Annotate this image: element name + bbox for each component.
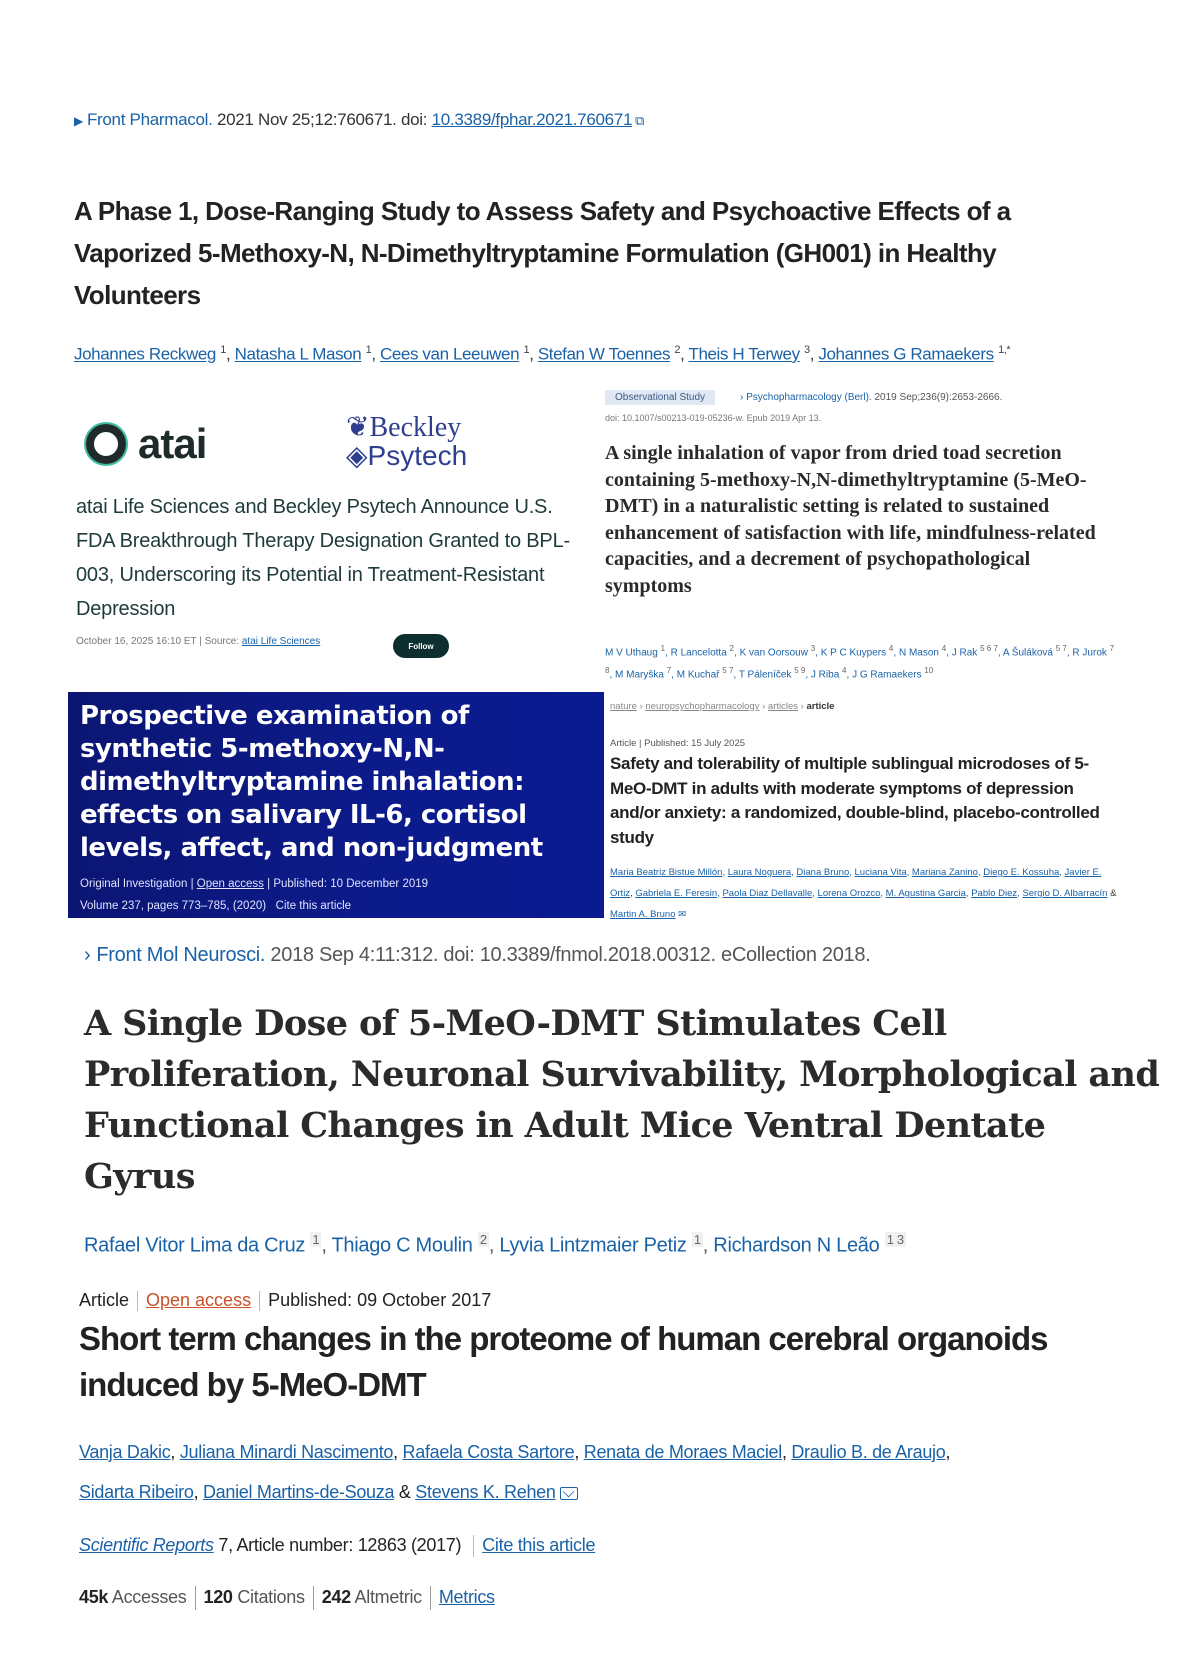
- chevron-right-icon[interactable]: ›: [84, 944, 91, 966]
- author-link[interactable]: Johannes G Ramaekers: [818, 344, 994, 364]
- affiliation-marker[interactable]: 1: [220, 344, 227, 356]
- article5-authors: Rafael Vitor Lima da Cruz $^1$ , Thiago C Moulin $^2$ , Lyvia Lintzmaier Petiz $^1$ , Richardson N Leão $^{1 3}$: [84, 1232, 904, 1257]
- author-link[interactable]: Theis H Terwey: [688, 344, 800, 364]
- breadcrumb-nature[interactable]: nature: [610, 701, 637, 712]
- volume-info: Volume 237, pages 773–785, (2020): [80, 900, 267, 912]
- altmetric-label: Altmetric: [354, 1586, 422, 1607]
- journal-link[interactable]: Scientific Reports: [79, 1535, 214, 1555]
- beckley-crest-icon: ❦: [346, 412, 370, 443]
- press-release-date: October 16, 2025 16:10 ET | Source:: [76, 636, 242, 647]
- affiliation-marker[interactable]: 1: [312, 1232, 320, 1247]
- article4-meta: Article | Published: 15 July 2025: [610, 738, 746, 749]
- affiliation-marker[interactable]: 1: [365, 344, 372, 356]
- published-date: Published: 10 December 2019: [273, 878, 429, 890]
- press-release-source-link[interactable]: atai Life Sciences: [241, 636, 321, 647]
- affiliation-marker[interactable]: 5 9: [794, 666, 806, 676]
- author-link[interactable]: Daniel Martins-de-Souza: [202, 1482, 395, 1502]
- mail-icon[interactable]: ✉: [678, 909, 687, 920]
- breadcrumb: nature › neuropsychopharmacology › articles › article: [610, 701, 835, 712]
- author-link[interactable]: M V Uthaug: [605, 647, 658, 659]
- altmetric-count: 242: [321, 1586, 351, 1607]
- affiliation-marker[interactable]: 5 7: [722, 666, 734, 676]
- breadcrumb-current: article: [806, 701, 835, 712]
- author-link[interactable]: T Páleníček: [738, 669, 792, 681]
- author-link[interactable]: Draulio B. de Araujo: [791, 1442, 946, 1462]
- article4-title: Safety and tolerability of multiple sublingual microdoses of 5-MeO-DMT in adults with moderate symptoms of depression and/or anxiety: a randomized, double-blind, placebo-controlled study: [610, 754, 1100, 847]
- article4-authors: Maria Beatriz Bistue Millón, Laura Noguera, Diana Bruno, Luciana Vita, Mariana Zanino, Diego E. Kossuha, Javier E. Ortiz, Gabriela E. Feresin, Paola Diaz Dellavalle, Lorena Orozco, M. Agustina Garcia, Pablo Diez, Sergio D. Albarracín & Martin A. Bruno ✉: [610, 867, 1117, 920]
- author-link[interactable]: Luciana Vita: [854, 867, 907, 878]
- author-link[interactable]: Javier E. Ortiz: [610, 867, 1102, 899]
- author-link[interactable]: Martin A. Bruno: [610, 909, 676, 920]
- author-link[interactable]: M Maryška: [615, 669, 664, 681]
- author-link[interactable]: Thiago C Moulin: [331, 1234, 473, 1257]
- affiliation-marker[interactable]: 1,*: [998, 344, 1011, 356]
- author-link[interactable]: Lorena Orozco: [817, 888, 881, 899]
- atai-wordmark: atai: [138, 420, 207, 467]
- article3-volume: [80, 900, 351, 912]
- article-metrics: [79, 1586, 495, 1610]
- atai-logo: [86, 420, 206, 468]
- article-type: Article: [610, 738, 637, 749]
- affiliation-marker[interactable]: 7: [666, 666, 672, 676]
- open-access-link[interactable]: Open access: [146, 1290, 252, 1310]
- cite-this-article-link[interactable]: Cite this article: [275, 900, 352, 912]
- cite-this-article-link[interactable]: Cite this article: [482, 1535, 596, 1555]
- article1-journal-link[interactable]: Front Pharmacol.: [86, 110, 213, 129]
- article2-citation-text: 2019 Sep;236(9):2653-2666.: [871, 392, 1003, 403]
- author-link[interactable]: R Jurok: [1072, 647, 1107, 659]
- affiliation-marker[interactable]: 10: [924, 666, 934, 676]
- author-link[interactable]: Renata de Moraes Maciel: [583, 1442, 782, 1462]
- article6-authors: Vanja Dakic, Juliana Minardi Nascimento, Rafaela Costa Sartore, Renata de Moraes Maciel, Draulio B. de Araujo, Sidarta Ribeiro, Daniel Martins-de-Souza & Stevens K. Rehen: [79, 1442, 951, 1502]
- article2-journal-link[interactable]: › Psychopharmacology (Berl).: [740, 392, 872, 403]
- author-link[interactable]: Vanja Dakic: [79, 1442, 171, 1462]
- author-link[interactable]: M Kuchař: [676, 669, 720, 681]
- article2-citation: [740, 392, 1002, 403]
- author-link[interactable]: Diana Bruno: [796, 867, 850, 878]
- atai-ring-icon: [86, 424, 126, 464]
- author-link[interactable]: Stefan W Toennes: [537, 344, 671, 364]
- author-link[interactable]: Stevens K. Rehen: [415, 1482, 556, 1502]
- author-link[interactable]: Maria Beatriz Bistue Millón: [610, 867, 723, 878]
- beckley-wordmark: Beckley: [369, 412, 462, 443]
- article5-journal-link[interactable]: Front Mol Neurosci.: [96, 944, 266, 966]
- accesses-label: Accesses: [111, 1586, 187, 1607]
- author-link[interactable]: Laura Noguera: [727, 867, 792, 878]
- affiliation-marker[interactable]: 5 7: [1055, 644, 1067, 653]
- article5-title: A Single Dose of 5-MeO-DMT Stimulates Cell Proliferation, Neuronal Survivability, Morphological and Functional Changes in Adult Mice Ventral Dentate Gyrus: [84, 1003, 1160, 1197]
- affiliation-marker[interactable]: 1 3: [886, 1232, 904, 1247]
- affiliation-marker[interactable]: 2: [674, 344, 681, 356]
- article-type: Article: [79, 1290, 130, 1310]
- press-release-meta: [76, 636, 320, 647]
- affiliation-marker[interactable]: 1: [693, 1232, 701, 1247]
- affiliation-marker[interactable]: 5 6 7: [980, 644, 998, 653]
- affiliation-marker[interactable]: 2: [479, 1232, 487, 1247]
- author-link[interactable]: R Lancelotta: [670, 647, 727, 659]
- affiliation-marker[interactable]: 4: [842, 666, 847, 676]
- affiliation-marker[interactable]: 4: [888, 644, 894, 653]
- author-link[interactable]: M. Agustina Garcia: [885, 888, 966, 899]
- author-link[interactable]: J Rak: [951, 647, 978, 659]
- author-link[interactable]: J Riba: [810, 669, 840, 681]
- follow-button[interactable]: Follow: [393, 634, 449, 658]
- article5-citation: [84, 944, 870, 967]
- author-link[interactable]: Diego E. Kossuha: [983, 867, 1060, 878]
- affiliation-marker[interactable]: 2: [729, 644, 734, 653]
- breadcrumb-articles[interactable]: articles: [767, 701, 799, 712]
- article1-doi-link[interactable]: 10.3389/fphar.2021.760671: [431, 110, 633, 129]
- affiliation-marker[interactable]: 3: [810, 644, 816, 653]
- affiliation-marker[interactable]: 1: [660, 644, 666, 653]
- citations-label: Citations: [237, 1586, 305, 1607]
- affiliation-marker[interactable]: 7 8: [605, 644, 1115, 676]
- article2-doi: doi: 10.1007/s00213-019-05236-w. Epub 2019 Apr 13.: [605, 413, 822, 423]
- article2-authors: M V Uthaug $^1$, R Lancelotta $^2$, K van Oorsouw $^3$, K P C Kuypers $^4$, N Mason $^4$, J Rak $^{5 6 7}$, A Šuláková $^{5 7}$, R Jurok $^{7 8}$, M Maryška $^7$, M Kuchař $^{5 7}$, T Páleníček $^{5 9}$, J Riba $^4$, J G Ramaekers $^{10}$: [605, 644, 1115, 681]
- author-link[interactable]: K P C Kuypers: [820, 647, 887, 659]
- author-link[interactable]: Juliana Minardi Nascimento: [179, 1442, 394, 1462]
- author-link[interactable]: Cees van Leeuwen: [380, 344, 520, 364]
- open-access-link[interactable]: Open access: [196, 878, 264, 890]
- citations-count: 120: [203, 1586, 233, 1607]
- author-link[interactable]: N Mason: [898, 647, 939, 659]
- author-link[interactable]: A Šuláková: [1002, 647, 1053, 659]
- author-link[interactable]: Johannes Reckweg: [74, 344, 216, 364]
- article-type: Original Investigation: [80, 878, 188, 890]
- author-link[interactable]: K van Oorsouw: [739, 647, 808, 659]
- author-link[interactable]: Paola Diaz Dellavalle: [722, 888, 813, 899]
- article1-authors: Johannes Reckweg $^1$, Natasha L Mason $^1$, Cees van Leeuwen $^1$, Stefan W Toennes $^2$, Theis H Terwey $^3$, Johannes G Ramaekers $^{1,*}$: [74, 344, 1011, 364]
- accesses-count: 45k: [79, 1586, 109, 1607]
- author-link[interactable]: Pablo Diez: [971, 888, 1018, 899]
- author-link[interactable]: Sergio D. Albarracín: [1022, 888, 1108, 899]
- published-date: Published: 09 October 2017: [268, 1290, 492, 1310]
- article6-meta: [79, 1290, 491, 1311]
- mail-icon[interactable]: [560, 1487, 578, 1500]
- affiliation-marker[interactable]: 1: [523, 344, 530, 356]
- metrics-link[interactable]: Metrics: [438, 1586, 495, 1607]
- study-type-badge: Observational Study: [605, 390, 715, 405]
- article2-title: A single inhalation of vapor from dried toad secretion containing 5-methoxy-N,N-dimethyltryptamine (5-MeO-DMT) in a naturalistic setting is related to sustained enhancement of satisfaction with life, mindfulness-related capacities, and a decrement of psychopathological symptoms: [605, 442, 1096, 597]
- psytech-wordmark: Psytech: [367, 440, 468, 471]
- author-link[interactable]: Rafaela Costa Sartore: [402, 1442, 575, 1462]
- author-link[interactable]: Natasha L Mason: [234, 344, 362, 364]
- author-link[interactable]: Rafael Vitor Lima da Cruz: [84, 1234, 306, 1257]
- expand-triangle-icon[interactable]: ▶: [74, 114, 83, 128]
- author-link[interactable]: Gabriela E. Feresin: [635, 888, 718, 899]
- press-release-headline: atai Life Sciences and Beckley Psytech Announce U.S. FDA Breakthrough Therapy Designation Granted to BPL-003, Underscoring its Potential in Treatment-Resistant Depression: [76, 496, 570, 620]
- author-link[interactable]: Mariana Zanino: [911, 867, 978, 878]
- article1-citation-text: 2021 Nov 25;12:760671. doi:: [212, 110, 432, 129]
- article5-citation-text: 2018 Sep 4:11:312. doi: 10.3389/fnmol.2018.00312. eCollection 2018.: [265, 944, 871, 966]
- author-link[interactable]: Richardson N Leão: [713, 1234, 880, 1257]
- article6-journal-line: [79, 1535, 595, 1557]
- psytech-gem-icon: ◈: [346, 440, 368, 471]
- article1-title: A Phase 1, Dose-Ranging Study to Assess Safety and Psychoactive Effects of a Vaporized 5-Methoxy-N, N-Dimethyltryptamine Formulation (GH001) in Healthy Volunteers: [74, 196, 1011, 310]
- author-link[interactable]: Lyvia Lintzmaier Petiz: [499, 1234, 687, 1257]
- article6-title: Short term changes in the proteome of human cerebral organoids induced by 5-MeO-DMT: [79, 1320, 1048, 1403]
- journal-detail: 7, Article number: 12863 (2017): [213, 1535, 462, 1555]
- article3-meta: Original Investigation | Open access | Published: 10 December 2019: [80, 878, 429, 890]
- external-link-icon[interactable]: ⧉: [635, 113, 645, 128]
- beckley-psytech-logo: [346, 414, 467, 470]
- affiliation-marker[interactable]: 4: [941, 644, 947, 653]
- affiliation-marker[interactable]: 3: [804, 344, 810, 356]
- published-date: Published: 15 July 2025: [644, 738, 746, 749]
- article1-citation: [74, 110, 644, 130]
- author-link[interactable]: Sidarta Ribeiro: [79, 1482, 194, 1502]
- breadcrumb-journal[interactable]: neuropsychopharmacology: [645, 701, 760, 712]
- article3-title: Prospective examination of synthetic 5-methoxy-N,N-dimethyltryptamine inhalation: effects on salivary IL-6, cortisol levels, affect, and non-judgment: [80, 701, 543, 863]
- author-link[interactable]: J G Ramaekers: [852, 669, 922, 681]
